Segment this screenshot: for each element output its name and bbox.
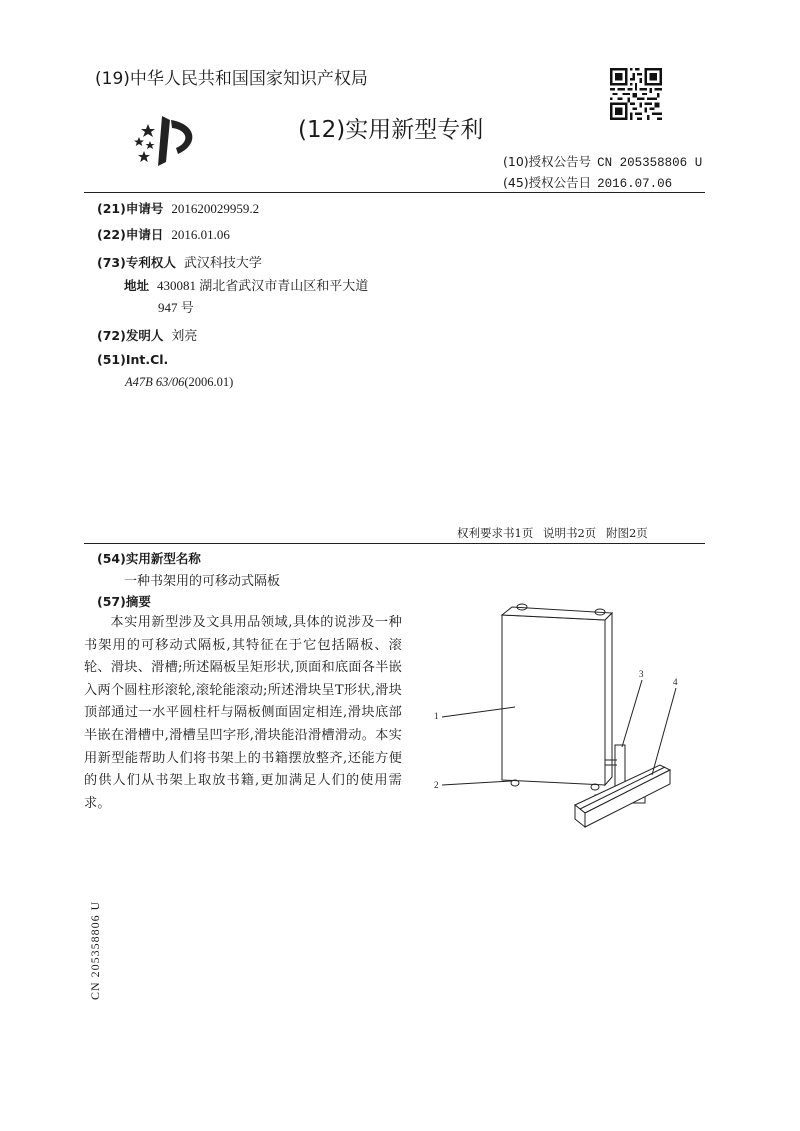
page-counts: 权利要求书1页 说明书2页 附图2页 [457,526,648,540]
ipc-classification [125,375,233,390]
patentee-label: (73)专利权人 [97,255,176,270]
application-number-row [97,199,259,217]
grant-pub-no: CN 205358806 U [597,156,703,170]
grant-pub-date: 2016.07.06 [597,177,673,191]
inventor-label: (72)发明人 [97,328,164,343]
document-type: (12)实用新型专利 [298,117,484,143]
figure-label-2: 2 [434,780,439,790]
address-line-2 [158,297,194,316]
representative-drawing [420,595,700,835]
abstract-text: 本实用新型涉及文具用品领域,具体的说涉及一种书架用的可移动式隔板,其特征在于它包括隔板、滚轮、滑块、滑槽;所述隔板呈矩形状,顶面和底面各半嵌入两个圆柱形滚轮,滚轮能滚动;所述滑块呈T形状,滑块顶部通过一水平圆柱杆与隔板侧面固定相连,滑块底部半嵌在滑槽中,滑槽呈凹字形,滑块能沿滑槽滑动。本实用新型能帮助人们将书架上的书籍摆放整齐,还能方便的供人们从书架上取放书籍,更加满足人们的使用需求。 [84,615,402,811]
address-row [124,275,368,294]
vertical-pub-number: CN 205358806 U [88,900,102,1000]
grant-pub-no-label: (10)授权公告号 [503,154,592,169]
inventor-row [97,325,197,344]
figure-label-1: 1 [434,711,439,721]
intcl-label: (51)Int.Cl. [97,352,169,367]
grant-pub-date-label: (45)授权公告日 [503,175,592,190]
address-label: 地址 [124,278,150,293]
abstract-label: (57)摘要 [97,594,151,609]
figure-label-3: 3 [639,669,644,679]
address-line-1: 430081 湖北省武汉市青山区和平大道 [157,278,369,293]
inventor: 刘亮 [171,328,198,343]
ipc-code: A47B 63/06 [125,375,185,389]
qr-code-icon [610,68,662,120]
app-date: 2016.01.06 [171,227,230,242]
abstract-label-row [97,592,151,610]
patentee: 武汉科技大学 [183,255,262,270]
app-no: 201620029959.2 [171,201,260,216]
address-line-2-text: 947 号 [158,300,194,315]
cnipa-logo-icon [130,110,210,170]
app-no-label: (21)申请号 [97,201,164,216]
grant-pub-date-row [503,173,672,191]
header-divider [84,192,705,193]
abstract-divider [84,543,705,544]
figure-label-4: 4 [673,677,678,687]
patentee-row [97,252,262,271]
utility-model-title: 一种书架用的可移动式隔板 [124,574,281,589]
application-date-row [97,225,230,243]
intcl-row [97,352,168,367]
title-label-row [97,549,201,567]
ipc-version: (2006.01) [184,375,234,389]
grant-pub-no-row [503,152,702,170]
title-label: (54)实用新型名称 [97,551,201,566]
office-name: (19)中华人民共和国国家知识产权局 [95,69,368,89]
app-date-label: (22)申请日 [97,227,164,242]
